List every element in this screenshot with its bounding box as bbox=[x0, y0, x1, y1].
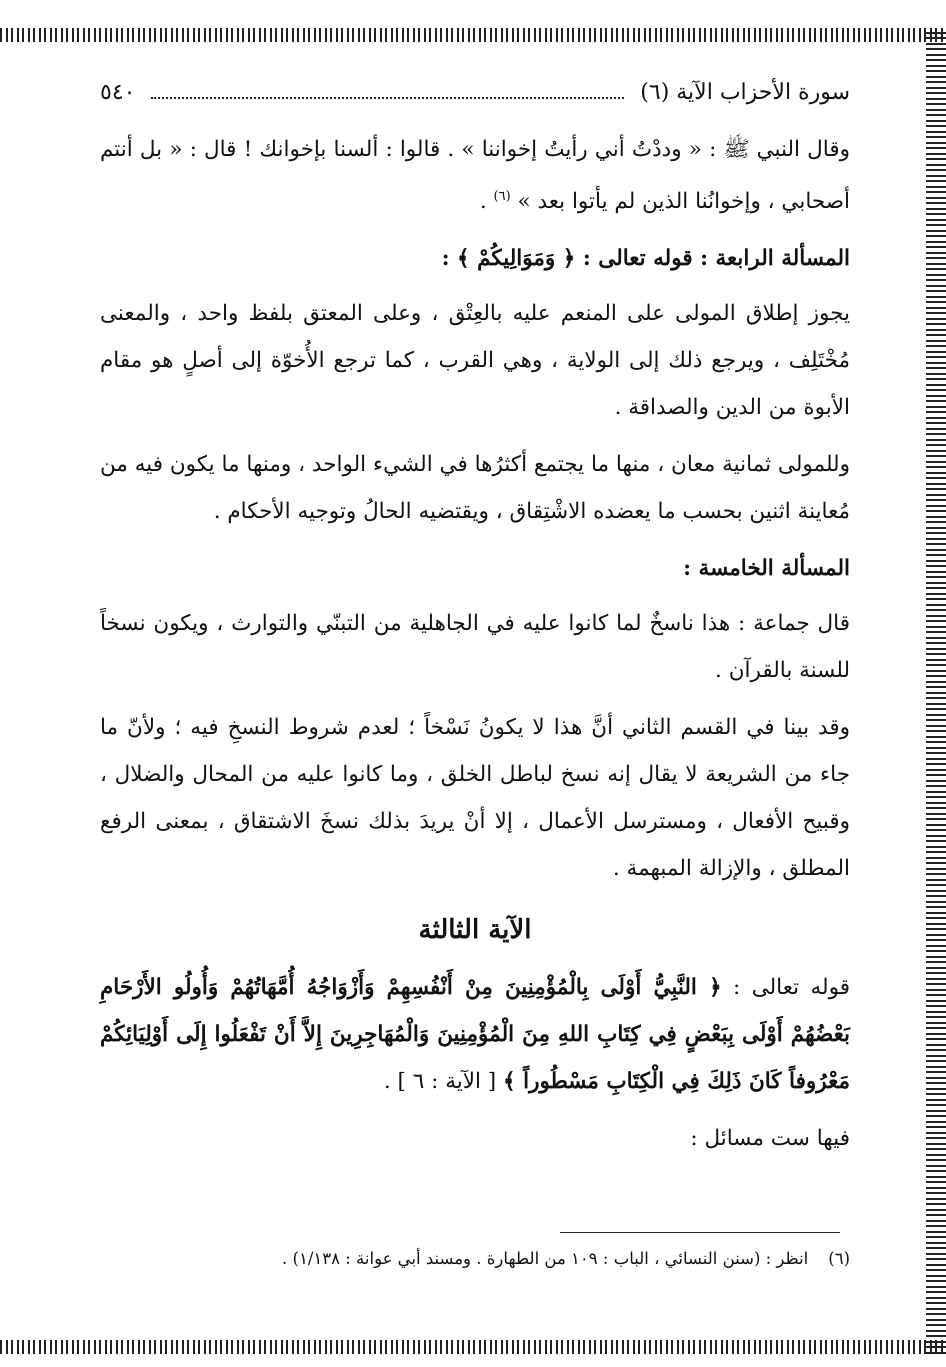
paragraph-issues-count: فيها ست مسائل : bbox=[690, 1126, 850, 1152]
issue-4-heading: المسألة الرابعة : قوله تعالى : ﴿ وَمَوَالِيكُمْ ﴾ : bbox=[441, 246, 850, 272]
issue-5-heading: المسألة الخامسة : bbox=[683, 556, 850, 582]
paragraph-verse: قوله تعالى : ﴿ النَّبِيُّ أَوْلَى بِالْمُؤْمِنِينَ مِنْ أَنْفُسِهِمْ وَأَزْوَاجُهُ أُمَّهَاتُهُمْ وَأُولُو الأَرْحَامِ بَعْضُهُمْ أَوْلَى بِبَعْضٍ فِي كِتَابِ اللهِ مِنَ الْمُؤْمِنِينَ وَالْمُهَاجِرِينَ إِلاَّ أَنْ تَفْعَلُوا إِلَى أَوْلِيَائِكُمْ مَعْرُوفاً كَانَ ذَلِكَ فِي الْكِتَابِ مَسْطُوراً ﴾ [ الآية : ٦ ] . bbox=[100, 975, 850, 1095]
footnote-number: (٦) bbox=[828, 1249, 850, 1268]
page-border-right bbox=[926, 28, 946, 1354]
paragraph-mawla-1: يجوز إطلاق المولى على المنعم عليه بالعِتْق ، وعلى المعتق بلفظ واحد ، والمعنى مُخْتَلِف ، ويرجع ذلك إلى الولاية ، وهي القرب ، كما ترجع الأُخوّة إلى أصلٍ هو مقام الأبوة من الدين والصداقة . bbox=[100, 301, 850, 421]
running-header bbox=[100, 70, 850, 114]
paragraph-hadith: وقال النبي ﷺ : « وددْتُ أني رأيتُ إخواننا » . قالوا : ألسنا بإخوانك ! قال : « بل أنتم أصحابي ، وإخوانُنا الذين لم يأتوا بعد » $^{(٦)}$ . bbox=[100, 137, 850, 215]
header-dot-leader bbox=[151, 97, 624, 99]
footnote-separator bbox=[560, 1232, 840, 1233]
footnote bbox=[260, 1246, 850, 1272]
paragraph-mawla-2: وللمولى ثمانية معان ، منها ما يجتمع أكثرُها في الشيء الواحد ، ومنها ما يكون فيه من مُعاينة اثنين بحسب ما يعضده الاشْتِقاق ، ويقتضيه الحالُ وتوجيه الأحكام . bbox=[100, 452, 850, 525]
page-border-bottom bbox=[0, 1340, 946, 1354]
quran-verse: ﴿ النَّبِيُّ أَوْلَى بِالْمُؤْمِنِينَ مِنْ أَنْفُسِهِمْ وَأَزْوَاجُهُ أُمَّهَاتُهُمْ وَأُولُو الأَرْحَامِ بَعْضُهُمْ أَوْلَى بِبَعْضٍ فِي كِتَابِ اللهِ مِنَ الْمُؤْمِنِينَ وَالْمُهَاجِرِينَ إِلاَّ أَنْ تَفْعَلُوا إِلَى أَوْلِيَائِكُمْ مَعْرُوفاً كَانَ ذَلِكَ فِي الْكِتَابِ مَسْطُوراً ﴾ bbox=[100, 975, 850, 1095]
page-number: ٥٤٠ bbox=[100, 79, 136, 105]
paragraph-abrogation-2: وقد بينا في القسم الثاني أنَّ هذا لا يكونُ نَسْخاً ؛ لعدم شروط النسخِ فيه ؛ ولأنّ ما جاء من الشريعة لا يقال إنه نسخ لباطل الخلق ، وما كانوا عليه من المحال والضلال ، وقبيح الأفعال ، ومسترسل الأعمال ، إلا أنْ يريدَ بذلك نسخَ الاشتقاق ، بمعنى الرفع المطلق ، والإزالة المبهمة . bbox=[100, 715, 850, 882]
section-title: الآية الثالثة bbox=[418, 915, 532, 946]
header-title: سورة الأحزاب الآية (٦) bbox=[640, 79, 850, 105]
verse-reference: [ الآية : ٦ ] . bbox=[383, 1069, 504, 1095]
footnote-marker: (٦) bbox=[493, 189, 511, 204]
page-border-top bbox=[0, 28, 946, 42]
page-content bbox=[100, 70, 850, 1172]
paragraph-abrogation-1: قال جماعة : هذا ناسخٌ لما كانوا عليه في الجاهلية من التبنّي والتوارث ، ويكون نسخاً للسنة بالقرآن . bbox=[100, 611, 850, 684]
footnote-text: انظر : (سنن النسائي ، الباب : ١٠٩ من الطهارة . ومسند أبي عوانة : ١/١٣٨) . bbox=[282, 1249, 809, 1268]
